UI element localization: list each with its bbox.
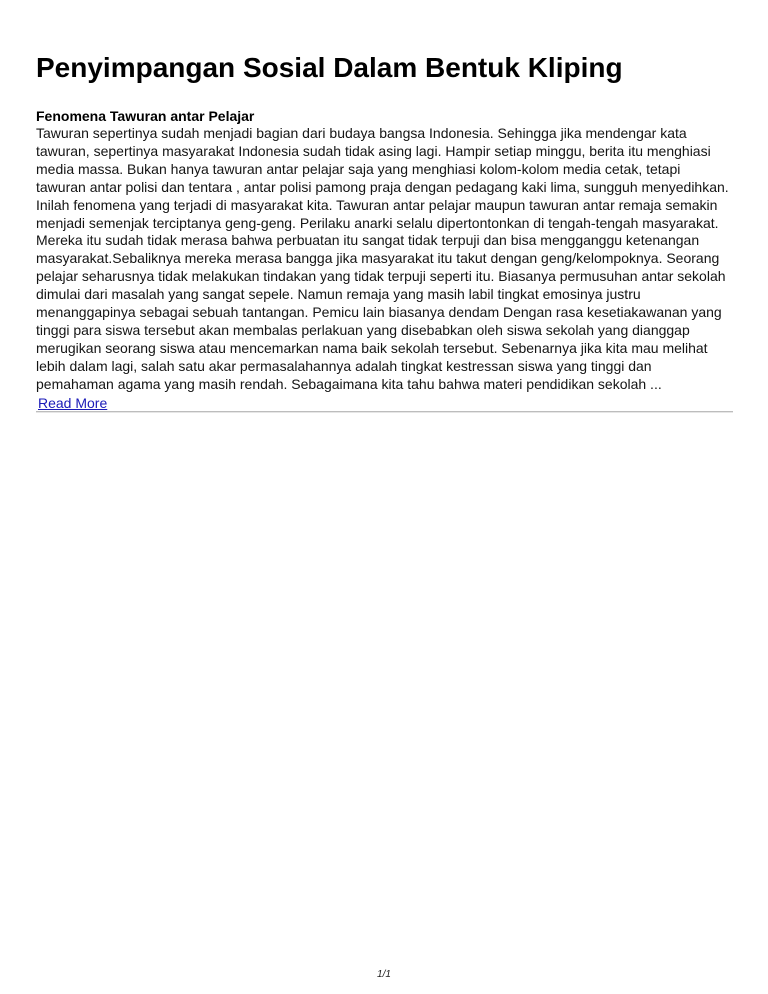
page-number: 1/1	[377, 969, 391, 980]
page-title: Penyimpangan Sosial Dalam Bentuk Kliping	[36, 52, 623, 83]
article-heading: Fenomena Tawuran antar Pelajar	[36, 108, 255, 124]
article	[36, 107, 733, 413]
article-body: Tawuran sepertinya sudah menjadi bagian dari budaya bangsa Indonesia. Sehingga jika mendengar kata tawuran, sepertinya masyarakat Indonesia sudah tidak asing lagi. Hampir setiap minggu, berita itu menghiasi media massa. Bukan hanya tawuran antar pelajar saja yang menghiasi kolom-kolom media cetak, tetapi tawuran antar polisi dan tentara , antar polisi pamong praja dengan pedagang kaki lima, sungguh menyedihkan. Inilah fenomena yang terjadi di masyarakat kita. Tawuran antar pelajar maupun tawuran antar remaja semakin menjadi semenjak terciptanya geng-geng. Perilaku anarki selalu dipertontonkan di tengah-tengah masyarakat. Mereka itu sudah tidak merasa bahwa perbuatan itu sangat tidak terpuji dan bisa mengganggu ketenangan masyarakat.Sebaliknya mereka merasa bangga jika masyarakat itu takut dengan geng/kelompoknya. Seorang pelajar seharusnya tidak melakukan tindakan yang tidak terpuji seperti itu. Biasanya permusuhan antar sekolah dimulai dari masalah yang sangat sepele. Namun remaja yang masih labil tingkat emosinya justru menanggapinya sebagai sebuah tantangan. Pemicu lain biasanya dendam Dengan rasa kesetiakawanan yang tinggi para siswa tersebut akan membalas perlakuan yang disebabkan oleh siswa sekolah yang dianggap merugikan seorang siswa atau mencemarkan nama baik sekolah tersebut. Sebenarnya jika kita mau melihat lebih dalam lagi, salah satu akar permasalahannya adalah tingkat kestressan siswa yang tinggi dan pemahaman agama yang masih rendah. Sebagaimana kita tahu bahwa materi pendidikan sekolah ...	[36, 125, 729, 392]
read-more-link[interactable]: Read More	[38, 394, 108, 411]
divider	[36, 411, 733, 413]
